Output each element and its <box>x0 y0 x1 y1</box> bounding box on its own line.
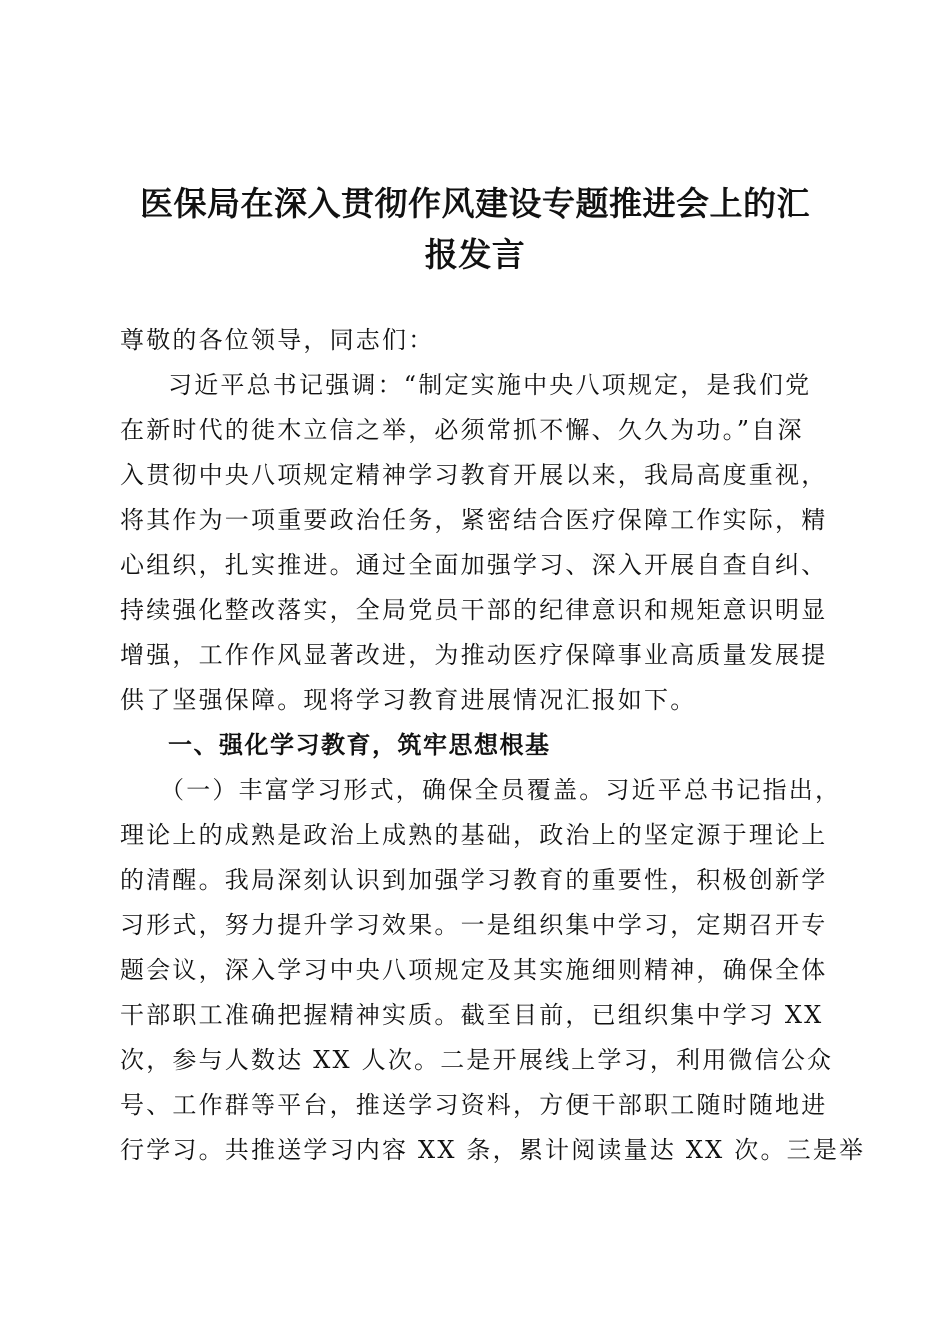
title-line-1: 医保局在深入贯彻作风建设专题推进会上的汇 <box>140 184 810 223</box>
intro-line: 增强，工作作风显著改进，为推动医疗保障事业高质量发展提 <box>120 641 828 669</box>
section-line: 行学习。共推送学习内容 XX 条，累计阅读量达 XX 次。三是举 <box>120 1136 866 1164</box>
intro-line: 持续强化整改落实，全局党员干部的纪律意识和规矩意识明显 <box>120 596 828 624</box>
section-line: （一）丰富学习形式，确保全员覆盖。习近平总书记指出， <box>160 776 842 804</box>
section-heading: 一、强化学习教育，筑牢思想根基 <box>168 731 551 759</box>
intro-line: 供了坚强保障。现将学习教育进展情况汇报如下。 <box>120 686 697 714</box>
section-line: 号、工作群等平台，推送学习资料，方便干部职工随时随地进 <box>120 1091 828 1119</box>
salutation: 尊敬的各位领导，同志们： <box>120 326 435 354</box>
document-body <box>120 318 866 1173</box>
title-line-2: 报发言 <box>424 235 526 274</box>
section-line: 干部职工准确把握精神实质。截至目前，已组织集中学习 XX <box>120 1001 824 1029</box>
section-line: 次，参与人数达 XX 人次。二是开展线上学习，利用微信公众 <box>120 1046 834 1074</box>
section-line: 理论上的成熟是政治上成熟的基础，政治上的坚定源于理论上 <box>120 821 828 849</box>
intro-line: 将其作为一项重要政治任务，紧密结合医疗保障工作实际，精 <box>120 506 828 534</box>
section-line: 题会议，深入学习中央八项规定及其实施细则精神，确保全体 <box>120 956 828 984</box>
section-line: 的清醒。我局深刻认识到加强学习教育的重要性，积极创新学 <box>120 866 828 894</box>
intro-line: 入贯彻中央八项规定精神学习教育开展以来，我局高度重视， <box>120 461 828 489</box>
intro-line: 在新时代的徙木立信之举，必须常抓不懈、久久为功。”自深 <box>120 416 804 444</box>
intro-line: 习近平总书记强调：“制定实施中央八项规定，是我们党 <box>168 371 812 399</box>
document-title <box>100 178 850 280</box>
section-line: 习形式，努力提升学习效果。一是组织集中学习，定期召开专 <box>120 911 828 939</box>
intro-line: 心组织，扎实推进。通过全面加强学习、深入开展自查自纠、 <box>120 551 828 579</box>
